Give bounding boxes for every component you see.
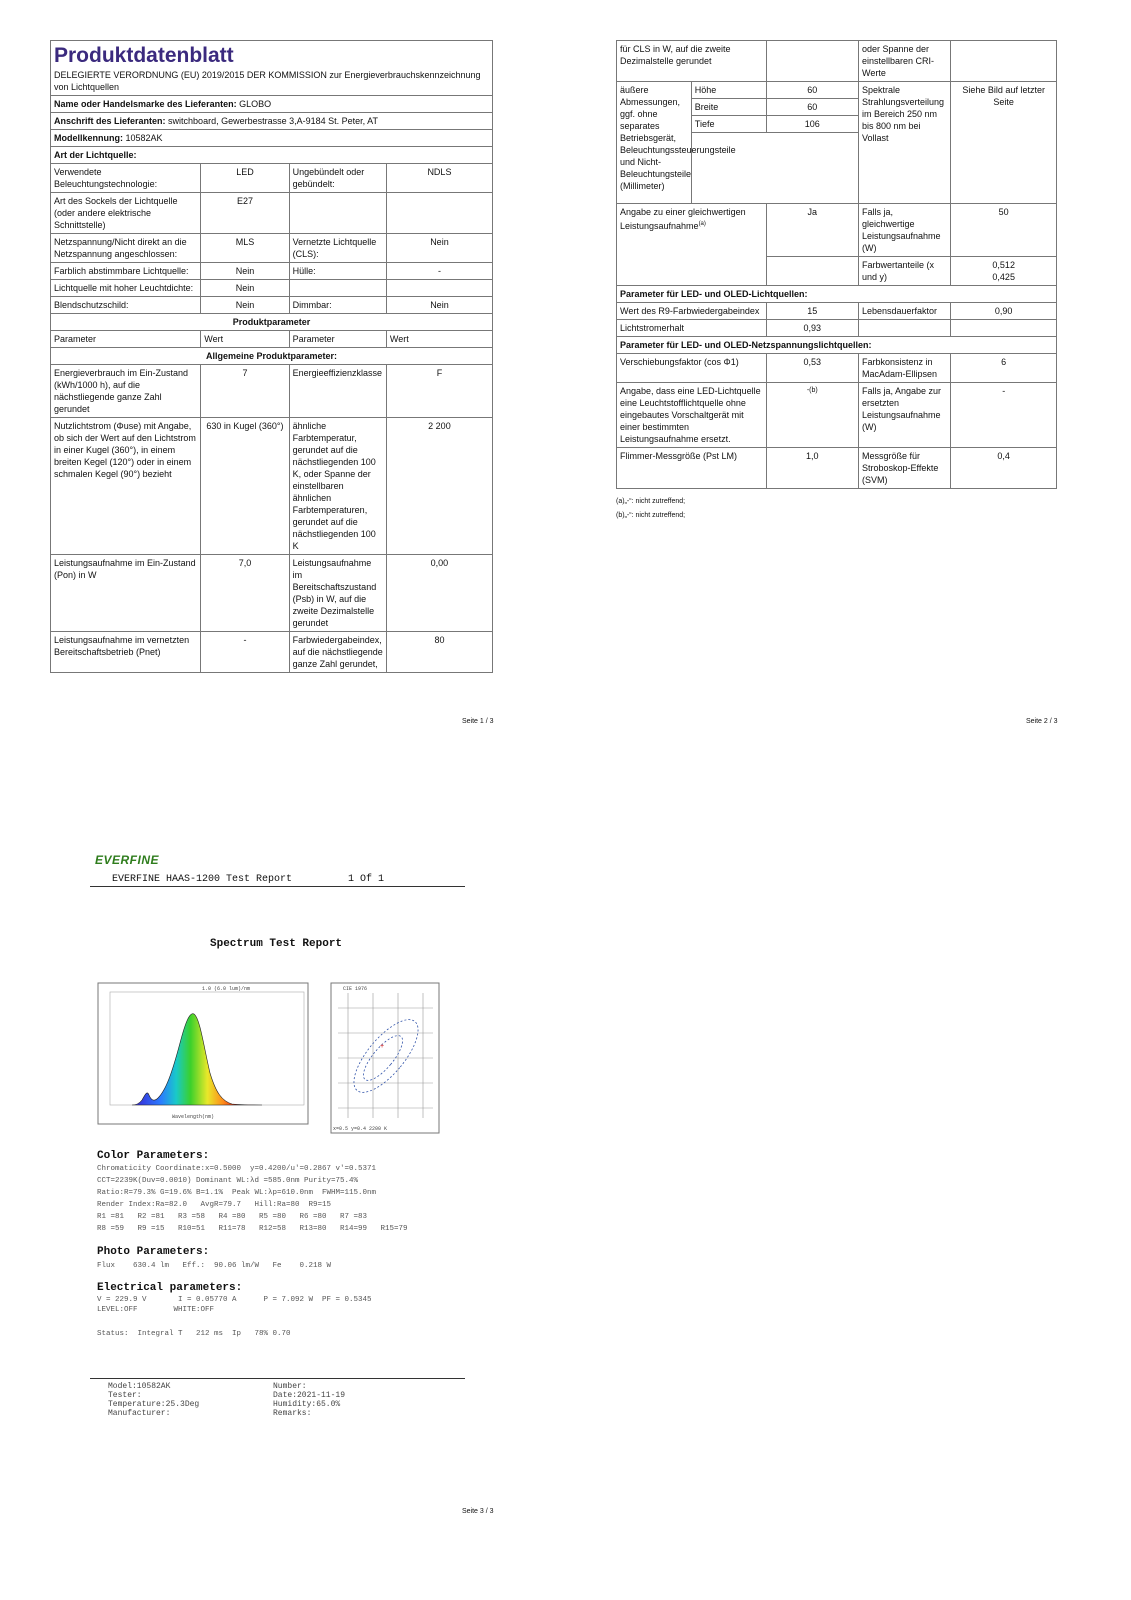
macadam-ellipse-outer	[343, 1010, 428, 1102]
equiv-label	[617, 204, 767, 286]
spd-label: 1.0 (6.0 lum)/nm	[202, 986, 251, 992]
replace-power-value: -	[951, 383, 1057, 448]
dim-name: Tiefe	[691, 116, 766, 133]
color-line: Render Index:Ra=82.0 AvgR=79.7 Hill:Ra=80 R9=15	[97, 1201, 332, 1209]
row-value: Nein	[201, 263, 289, 280]
row-value: NDLS	[386, 164, 492, 193]
row-value: 80	[386, 632, 492, 673]
r9-label: Wert des R9-Farbwiedergabeindex	[617, 303, 767, 320]
table-row	[51, 418, 493, 555]
page-number-1: Seite 1 / 3	[462, 718, 494, 725]
footer-right: Date:2021-11-19	[273, 1391, 346, 1400]
dimensions-label: äußere Abmessungen, ggf. ohne separates Betriebsgerät, Beleuchtungssteuerungsteile und Nicht-Beleuchtungsteile (Millimeter)	[617, 82, 692, 204]
page-1-datasheet	[50, 40, 493, 673]
row-label: Netzspannung/Nicht direkt an die Netzspannung angeschlossen:	[51, 234, 201, 263]
cie-label: CIE 1976	[343, 986, 368, 992]
r9-value: 15	[766, 303, 858, 320]
datasheet-title: Produktdatenblatt	[54, 44, 234, 67]
row-value: Nein	[201, 297, 289, 314]
row-label: Lichtquelle mit hoher Leuchtdichte:	[51, 280, 201, 297]
dim-name: Breite	[691, 99, 766, 116]
row-value	[386, 193, 492, 234]
report-header	[90, 874, 465, 887]
empty-cell	[951, 320, 1057, 337]
empty-cell	[691, 133, 858, 204]
datasheet-table-page-1	[50, 40, 493, 673]
col-header-parameter: Parameter	[289, 331, 386, 348]
row-label	[289, 280, 386, 297]
lumen-label: Lichtstromerhalt	[617, 320, 767, 337]
row-label: Vernetzte Lichtquelle (CLS):	[289, 234, 386, 263]
replace-label: Angabe, dass eine LED-Lichtquelle eine Leuchtstofflichtquelle ohne eingebautes Vorschaltgerät mit einer bestimmten Leistungsaufnahme ersetzt.	[617, 383, 767, 448]
table-row	[51, 193, 493, 234]
row-value	[766, 41, 858, 82]
table-row	[617, 320, 1057, 337]
row-label: Verwendete Beleuchtungstechnologie:	[51, 164, 201, 193]
row-value: Nein	[386, 234, 492, 263]
replace-power-label: Falls ja, Angabe zur ersetzten Leistungsaufnahme (W)	[858, 383, 950, 448]
datasheet-table-page-2	[616, 40, 1057, 489]
svm-value: 0,4	[951, 448, 1057, 489]
spectrum-curve	[132, 1014, 262, 1105]
table-row	[51, 555, 493, 632]
replace-value: -(b)	[766, 383, 858, 448]
color-line: Chromaticity Coordinate:x=0.5000 y=0.4200/u'=0.2867 v'=0.5371	[97, 1165, 377, 1173]
table-row	[617, 383, 1057, 448]
footer-row	[90, 1409, 465, 1418]
row-value: 2 200	[386, 418, 492, 555]
report-footer	[90, 1378, 465, 1418]
supplier-row	[51, 96, 493, 113]
row-value: E27	[201, 193, 289, 234]
table-row	[51, 365, 493, 418]
page-number-3: Seite 3 / 3	[462, 1508, 494, 1515]
life-label: Lebensdauerfaktor	[858, 303, 950, 320]
row-value: LED	[201, 164, 289, 193]
table-row	[51, 297, 493, 314]
light-source-type-header: Art der Lichtquelle:	[51, 147, 493, 164]
row-label: oder Spanne der einstellbaren CRI-Werte	[858, 41, 950, 82]
footer-left: Temperature:25.3Deg	[108, 1400, 200, 1409]
cie-grid	[338, 993, 433, 1118]
row-value: Nein	[201, 280, 289, 297]
row-value: 7,0	[201, 555, 289, 632]
table-row	[51, 280, 493, 297]
cos-value: 0,53	[766, 354, 858, 383]
macadam-label: Farbkonsistenz in MacAdam-Ellipsen	[858, 354, 950, 383]
svm-label: Messgröße für Stroboskop-Effekte (SVM)	[858, 448, 950, 489]
color-params-title: Color Parameters:	[97, 1150, 210, 1162]
row-label: Energieverbrauch im Ein-Zustand (kWh/1000 h), auf die nächstliegende ganze Zahl gerundet	[51, 365, 201, 418]
spectrum-chart	[92, 978, 314, 1138]
footer-left: Tester:	[108, 1391, 142, 1400]
table-row	[51, 164, 493, 193]
table-row	[617, 41, 1057, 82]
footnote-a: (a)„-“: nicht zutreffend;	[616, 498, 686, 505]
column-header-row	[51, 331, 493, 348]
empty-cell	[858, 320, 950, 337]
table-row	[617, 303, 1057, 320]
page-2-datasheet	[616, 40, 1057, 523]
row-value: 630 in Kugel (360°)	[201, 418, 289, 555]
row-label: Nutzlichtstrom (Φuse) mit Angabe, ob sich der Wert auf den Lichtstrom in einer Kugel (360°), in einem breiten Kegel (120°) oder in einem schmalen Kegel (90°) bezieht	[51, 418, 201, 555]
row-label: Leistungsaufnahme im vernetzten Bereitschaftsbetrieb (Pnet)	[51, 632, 201, 673]
measured-point-icon: +	[380, 1043, 385, 1050]
product-params-header: Produktparameter	[51, 314, 493, 331]
cie-caption: x=0.5 y=0.4 2200 K	[333, 1126, 388, 1132]
row-value: -	[201, 632, 289, 673]
row-label: Leistungsaufnahme im Ein-Zustand (Pon) in W	[51, 555, 201, 632]
equiv-footnote-ref: (a)	[698, 221, 706, 227]
row-label	[289, 193, 386, 234]
footer-row	[90, 1391, 465, 1400]
footer-right: Humidity:65.0%	[273, 1400, 341, 1409]
color-line: R1 =81 R2 =81 R3 =58 R4 =80 R5 =80 R6 =80 R7 =83	[97, 1213, 368, 1221]
footer-row	[90, 1400, 465, 1409]
cos-label: Verschiebungsfaktor (cos Φ1)	[617, 354, 767, 383]
row-label: für CLS in W, auf die zweite Dezimalstelle gerundet	[617, 41, 767, 82]
row-label: Blendschutzschild:	[51, 297, 201, 314]
row-value: -	[386, 263, 492, 280]
report-header-pages: 1 Of 1	[348, 874, 385, 885]
address-value: switchboard, Gewerbestrasse 3,A-9184 St. Peter, AT	[168, 116, 378, 126]
model-value: 10582AK	[125, 133, 163, 143]
electrical-line: LEVEL:OFF WHITE:OFF	[97, 1306, 215, 1314]
life-value: 0,90	[951, 303, 1057, 320]
row-label: Hülle:	[289, 263, 386, 280]
color-line: R8 =59 R9 =15 R10=51 R11=78 R12=58 R13=80 R14=99 R15=79	[97, 1225, 408, 1233]
row-label: Ungebündelt oder gebündelt:	[289, 164, 386, 193]
row-value	[951, 41, 1057, 82]
model-row	[51, 130, 493, 147]
chroma-x: 0,512	[992, 260, 1015, 270]
color-line: Ratio:R=79.3% G=19.6% B=1.1% Peak WL:λp=610.0nm FWHM=115.0nm	[97, 1189, 377, 1197]
status-line: Status: Integral T 212 ms Ip 78% 0.70	[97, 1330, 291, 1338]
flicker-label: Flimmer-Messgröße (Pst LM)	[617, 448, 767, 489]
row-label: Energieeffizienzklasse	[289, 365, 386, 418]
col-header-value: Wert	[386, 331, 492, 348]
color-line: CCT=2239K(Duv=0.0010) Dominant WL:λd =585.0nm Purity=75.4%	[97, 1177, 359, 1185]
empty-cell	[766, 257, 858, 286]
macadam-value: 6	[951, 354, 1057, 383]
chroma-values	[951, 257, 1057, 286]
row-label: Farblich abstimmbare Lichtquelle:	[51, 263, 201, 280]
row-value: Nein	[386, 297, 492, 314]
chroma-label: Farbwertanteile (x und y)	[858, 257, 950, 286]
table-row	[51, 263, 493, 280]
table-row	[617, 204, 1057, 257]
address-row	[51, 113, 493, 130]
footnote-b: (b)„-“: nicht zutreffend;	[616, 512, 686, 519]
col-header-parameter: Parameter	[51, 331, 201, 348]
row-label: ähnliche Farbtemperatur, gerundet auf die nächstliegenden 100 K, oder Spanne der einstellbaren ähnlichen Farbtemperaturen, gerundet auf die nächstliegenden 100 K	[289, 418, 386, 555]
footer-right: Number:	[273, 1382, 307, 1391]
spd-x-axis-label: Wavelength(nm)	[172, 1114, 215, 1120]
report-header-title: EVERFINE HAAS-1200 Test Report	[112, 874, 293, 885]
spectrum-report-title: Spectrum Test Report	[210, 938, 343, 950]
mains-params-header: Parameter für LED- und OLED-Netzspannungslichtquellen:	[617, 337, 1057, 354]
spectral-value: Siehe Bild auf letzter Seite	[951, 82, 1057, 204]
col-header-value: Wert	[201, 331, 289, 348]
footer-left: Manufacturer:	[108, 1409, 171, 1418]
table-row	[617, 354, 1057, 383]
footer-left: Model:10582AK	[108, 1382, 171, 1391]
electrical-line: V = 229.9 V I = 0.05770 A P = 7.092 W PF = 0.5345	[97, 1296, 372, 1304]
row-label: Art des Sockels der Lichtquelle (oder andere elektrische Schnittstelle)	[51, 193, 201, 234]
led-params-header: Parameter für LED- und OLED-Lichtquellen:	[617, 286, 1057, 303]
cie-chart	[328, 978, 443, 1138]
address-label: Anschrift des Lieferanten:	[54, 116, 166, 126]
page-number-2: Seite 2 / 3	[1026, 718, 1058, 725]
row-value	[386, 280, 492, 297]
row-label: Farbwiedergabeindex, auf die nächstliegende ganze Zahl gerundet,	[289, 632, 386, 673]
row-label: Dimmbar:	[289, 297, 386, 314]
footer-row	[90, 1382, 465, 1391]
footer-right: Remarks:	[273, 1409, 312, 1418]
row-value: 7	[201, 365, 289, 418]
equiv-label-text: Angabe zu einer gleichwertigen Leistungsaufnahme	[620, 207, 746, 231]
electrical-params-title: Electrical parameters:	[97, 1282, 243, 1294]
table-row	[51, 632, 493, 673]
supplier-value: GLOBO	[239, 99, 272, 109]
photo-line: Flux 630.4 lm Eff.: 90.06 lm/W Fe 0.218 W	[97, 1262, 332, 1270]
everfine-logo: EVERFINE	[95, 853, 160, 867]
row-value: MLS	[201, 234, 289, 263]
row-label: Leistungsaufnahme im Bereitschaftszustand (Psb) in W, auf die zweite Dezimalstelle gerundet	[289, 555, 386, 632]
lumen-value: 0,93	[766, 320, 858, 337]
title-cell	[51, 41, 493, 96]
table-row	[51, 234, 493, 263]
chroma-y: 0,425	[992, 272, 1015, 282]
flicker-value: 1,0	[766, 448, 858, 489]
table-row	[617, 448, 1057, 489]
regulation-subtitle: DELEGIERTE VERORDNUNG (EU) 2019/2015 DER KOMMISSION zur Energieverbrauchskennzeichnung von Lichtquellen	[54, 70, 481, 92]
row-value: F	[386, 365, 492, 418]
spectral-label: Spektrale Strahlungsverteilung im Bereich 250 nm bis 800 nm bei Vollast	[858, 82, 950, 204]
equiv-value: Ja	[766, 204, 858, 257]
equiv-power-label: Falls ja, gleichwertige Leistungsaufnahme (W)	[858, 204, 950, 257]
table-row	[617, 82, 1057, 99]
dim-value: 60	[766, 99, 858, 116]
dim-name: Höhe	[691, 82, 766, 99]
general-params-header: Allgemeine Produktparameter:	[51, 348, 493, 365]
equiv-power-value: 50	[951, 204, 1057, 257]
dim-value: 60	[766, 82, 858, 99]
supplier-label: Name oder Handelsmarke des Lieferanten:	[54, 99, 237, 109]
dim-value: 106	[766, 116, 858, 133]
row-value: 0,00	[386, 555, 492, 632]
photo-params-title: Photo Parameters:	[97, 1246, 210, 1258]
model-label: Modellkennung:	[54, 133, 123, 143]
